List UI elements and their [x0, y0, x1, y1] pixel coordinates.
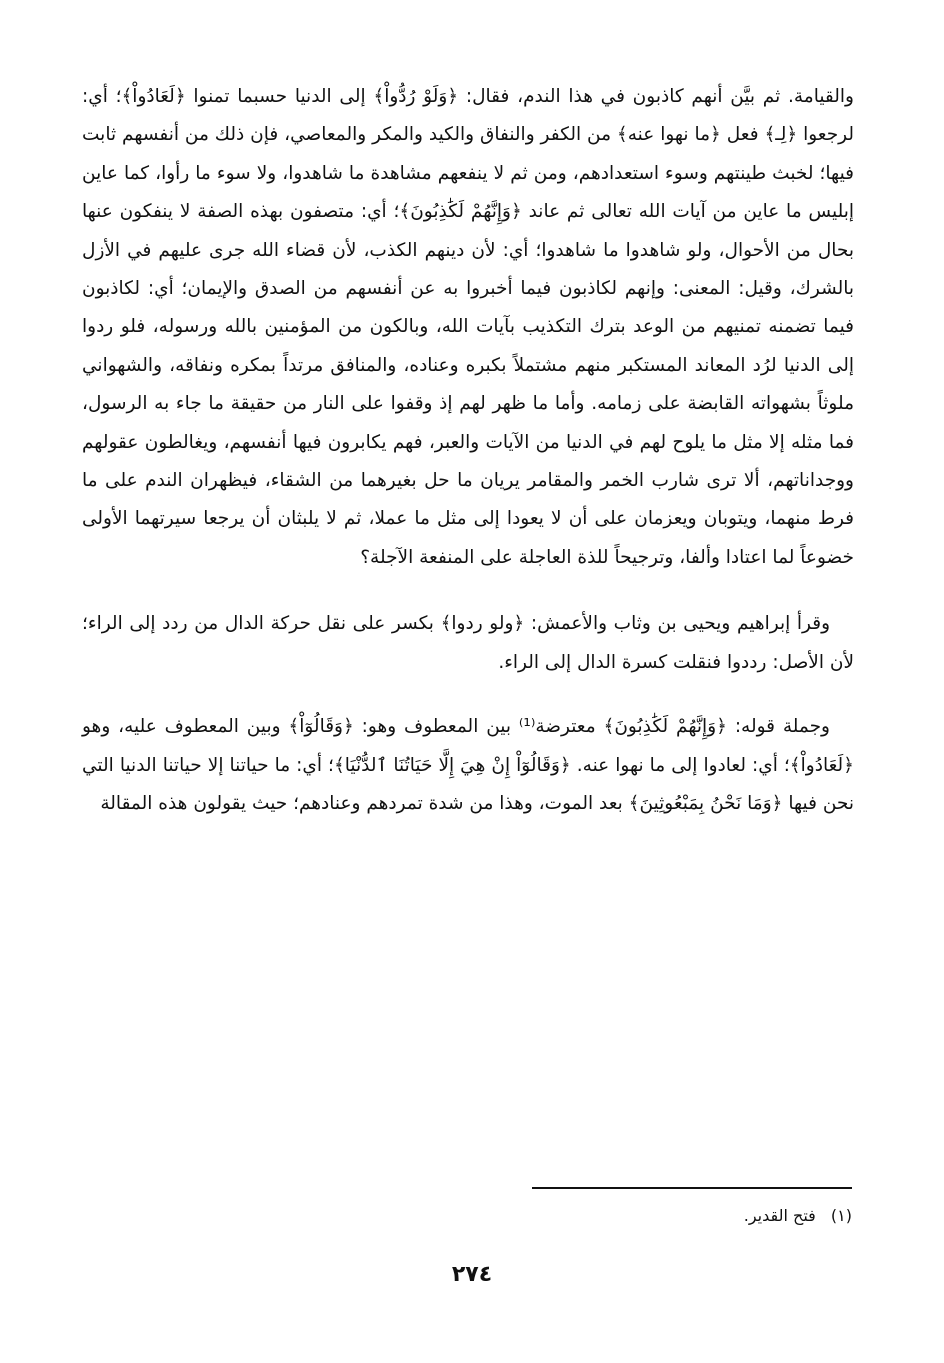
page-body — [82, 78, 854, 823]
footnote — [734, 1206, 852, 1225]
paragraph-3: وجملة قوله: ﴿وَإِنَّهُمْ لَكَٰذِبُونَ﴾ معترضة⁽¹⁾ بين المعطوف وهو: ﴿وَقَالُوٓاْ﴾ وبين المعطوف عليه، وهو ﴿لَعَادُواْ﴾؛ أي: لعادوا إلى ما نهوا عنه. ﴿وَقَالُوٓاْ إِنْ هِيَ إِلَّا حَيَاتُنَا ٱلدُّنْيَا﴾؛ أي: ما حياتنا إلا حياتنا الدنيا التي نحن فيها ﴿وَمَا نَحْنُ بِمَبْعُوثِينَ﴾ بعد الموت، وهذا من شدة تمردهم وعنادهم؛ حيث يقولون هذه المقالة — [82, 716, 854, 814]
footnote-text: فتح القدير. — [743, 1206, 816, 1225]
paragraph-1: والقيامة. ثم بيَّن أنهم كاذبون في هذا الندم، فقال: ﴿وَلَوْ رُدُّواْ﴾ إلى الدنيا حسبما تمنوا ﴿لَعَادُواْ﴾؛ أي: لرجعوا ﴿لِـ﴾ فعل ﴿ما نهوا عنه﴾ من الكفر والنفاق والكيد والمكر والمعاصي، فإن ذلك من أنفسهم ثابت فيها؛ لخبث طينتهم وسوء استعدادهم، ومن ثم لا ينفعهم مشاهدة ما شاهدوا، ولا سوء ما رأوا، كما عاين إبليس ما عاين من آيات الله تعالى ثم عاند ﴿وَإِنَّهُمْ لَكَٰذِبُونَ﴾؛ أي: متصفون بهذه الصفة لا ينفكون عنها بحال من الأحوال، ولو شاهدوا ما شاهدوا؛ أي: لأن دينهم الكذب، لأن قضاء الله جرى عليهم في الأزل بالشرك، وقيل: المعنى: وإنهم لكاذبون فيما أخبروا به عن أنفسهم من الصدق والإيمان؛ أي: لكاذبون فيما تضمنه تمنيهم من الوعد بترك التكذيب بآيات الله، وبالكون من المؤمنين بالله ورسوله، فلو ردوا إلى الدنيا لرُد المعاند المستكبر منهم مشتملاً بكبره وعناده، والمنافق مرتداً بمكره ونفاقه، والشهواني ملوثاً بشهواته القابضة على زمامه. وأما ما ظهر لهم إذ وقفوا على النار من حقيقة ما جاء به الرسول، فما مثله إلا مثل ما يلوح لهم في الدنيا من الآيات والعبر، فهم يكابرون فيها أنفسهم، ويغالطون عقولهم ووجداناتهم، ألا ترى شارب الخمر والمقامر يريان ما حل بغيرهما من الشقاء، فيظهران الندم على ما فرط منهما، ويتوبان ويعزمان على أن لا يعودا إلى مثل ما عملا، ثم لا يلبثان أن يرجعا سيرتهما الأولى خضوعاً لما اعتادا وألفا، وترجيحاً للذة العاجلة على المنفعة الآجلة؟ — [82, 86, 854, 568]
footnote-separator — [532, 1187, 852, 1189]
paragraph-2: وقرأ إبراهيم ويحيى بن وثاب والأعمش: ﴿ولو ردوا﴾ بكسر على نقل حركة الدال من ردد إلى الراء؛ لأن الأصل: رددوا فنقلت كسرة الدال إلى الراء. — [82, 613, 854, 673]
footnote-marker: (١) — [830, 1206, 852, 1225]
page-number: ٢٧٤ — [451, 1262, 493, 1287]
